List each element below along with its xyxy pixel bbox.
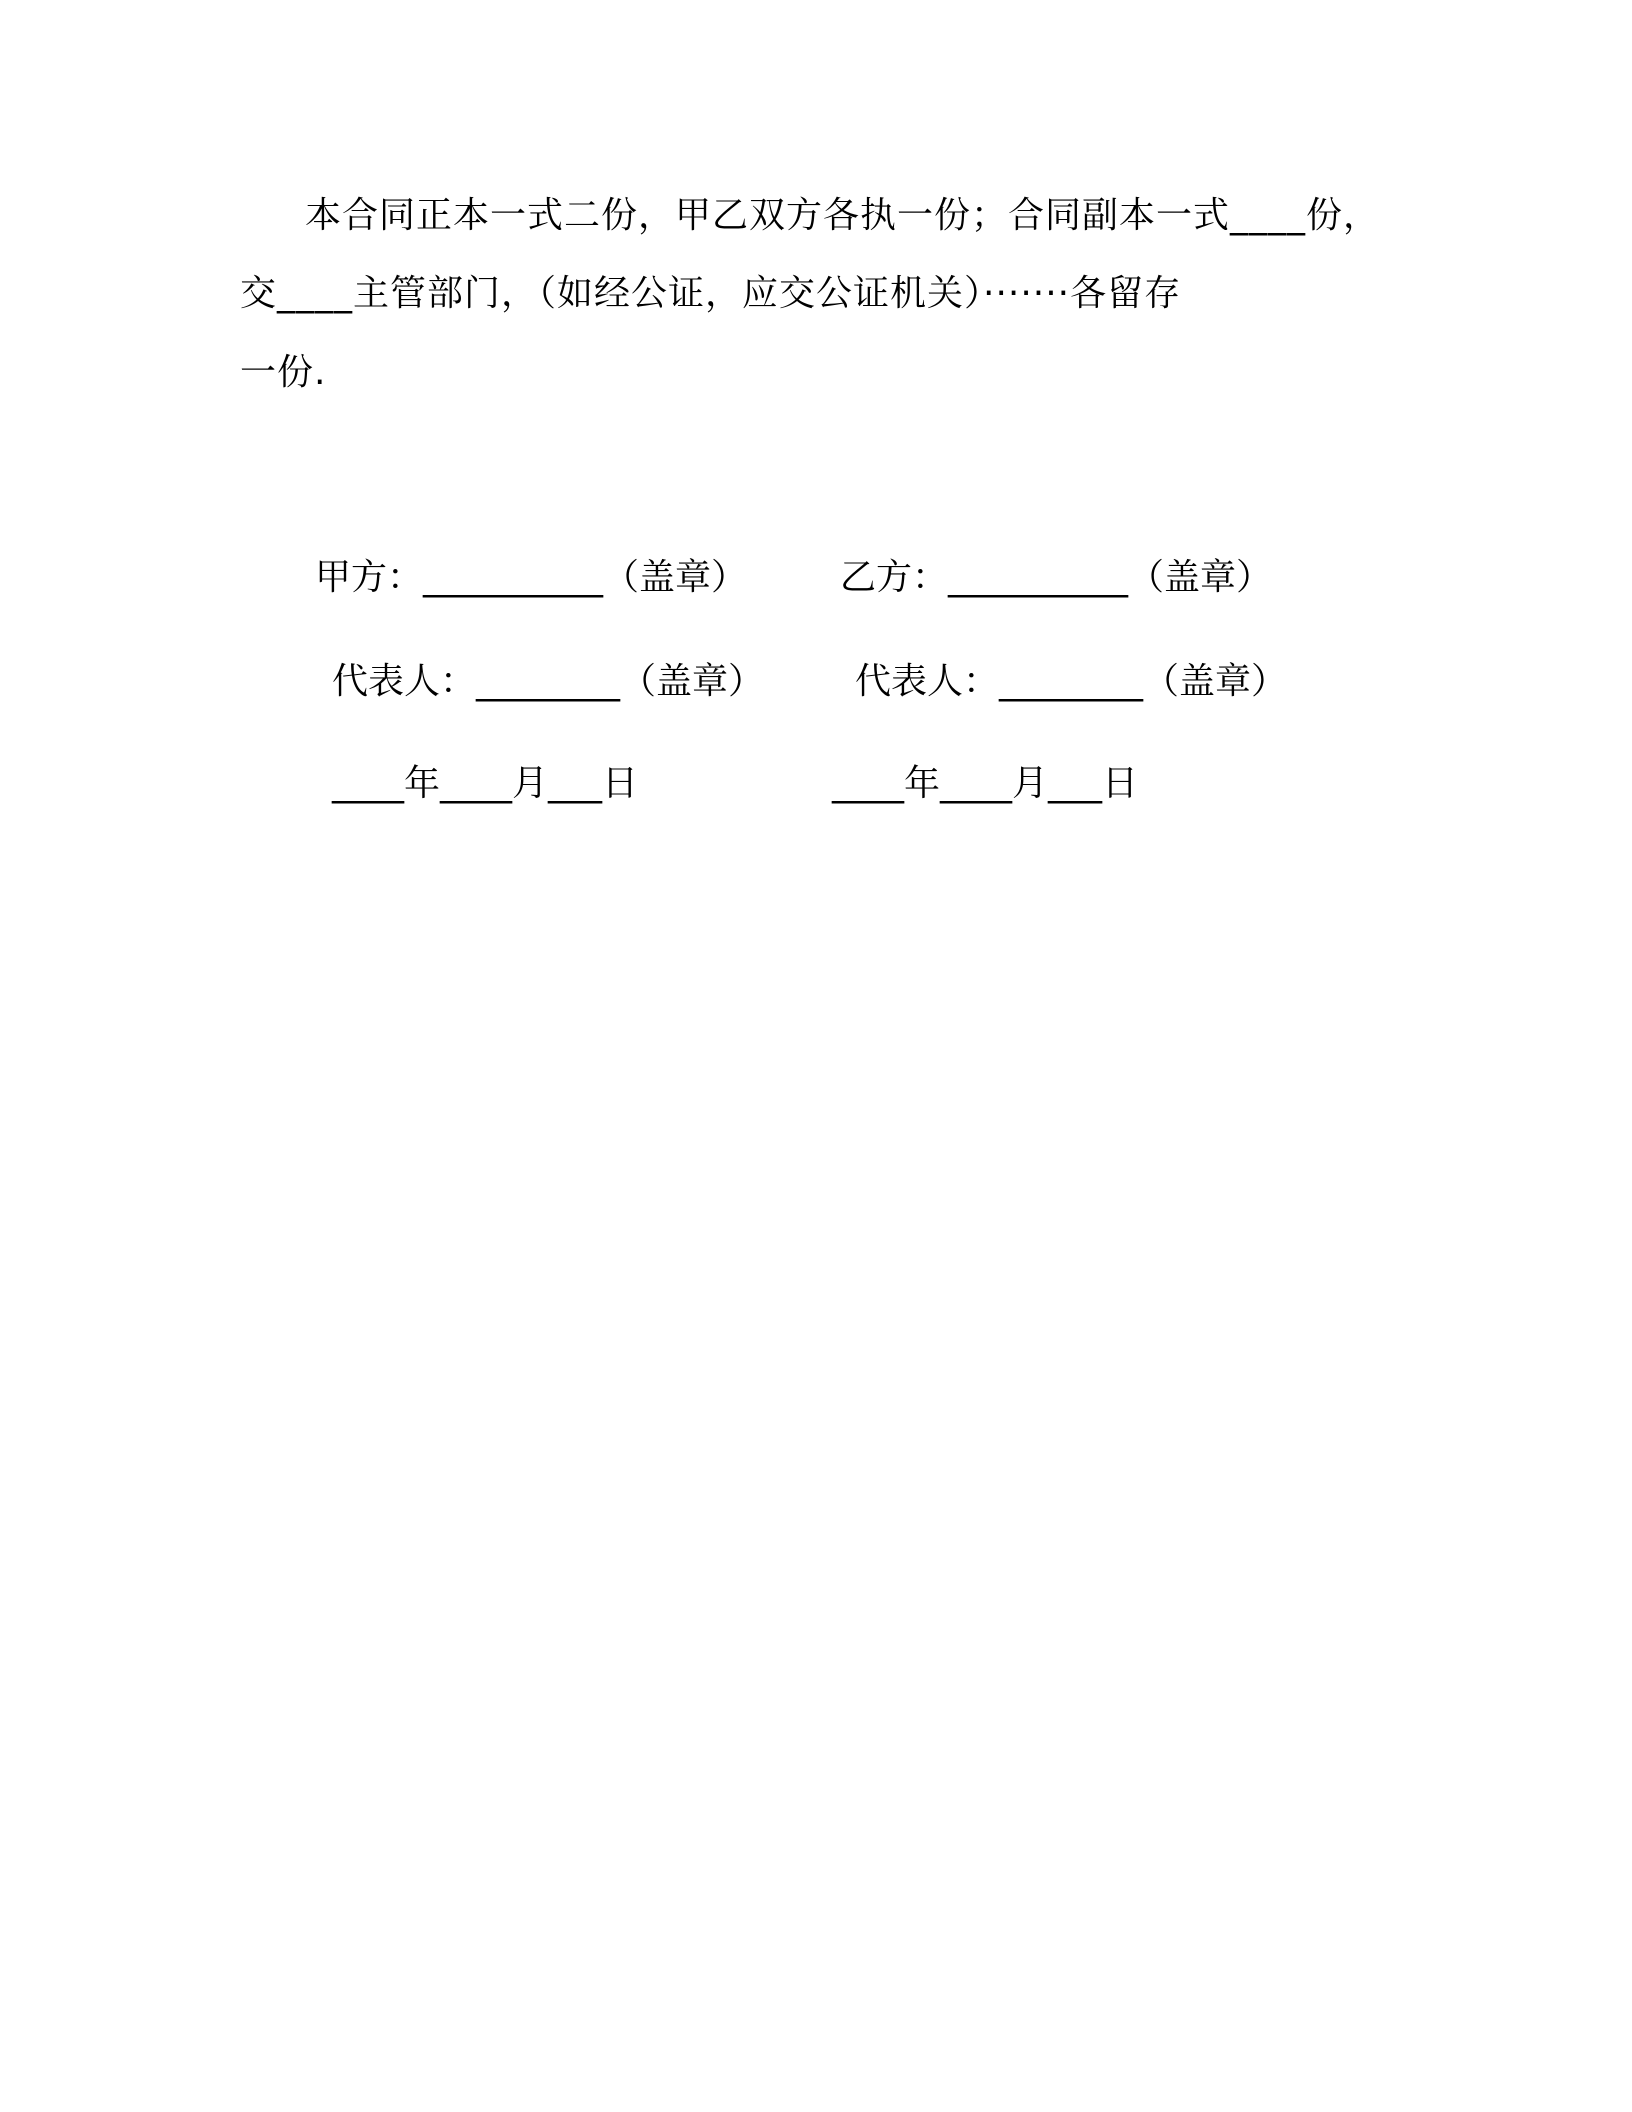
date-b-line: ____年____月___日 — [832, 763, 1139, 804]
date-a-line: ____年____月___日 — [332, 763, 639, 804]
party-b-signature-line: 乙方：__________（盖章） — [840, 557, 1273, 598]
paragraph-line-3: 一份. — [240, 352, 327, 393]
representative-a-signature-line: 代表人：________（盖章） — [332, 661, 765, 702]
paragraph-line-1: 本合同正本一式二份，甲乙双方各执一份；合同副本一式____份， — [305, 195, 1381, 236]
paragraph-line-2: 交____主管部门，（如经公证，应交公证机关）·······各留存 — [240, 273, 1182, 314]
representative-b-signature-line: 代表人：________（盖章） — [855, 661, 1288, 702]
party-a-signature-line: 甲方：__________（盖章） — [315, 557, 748, 598]
